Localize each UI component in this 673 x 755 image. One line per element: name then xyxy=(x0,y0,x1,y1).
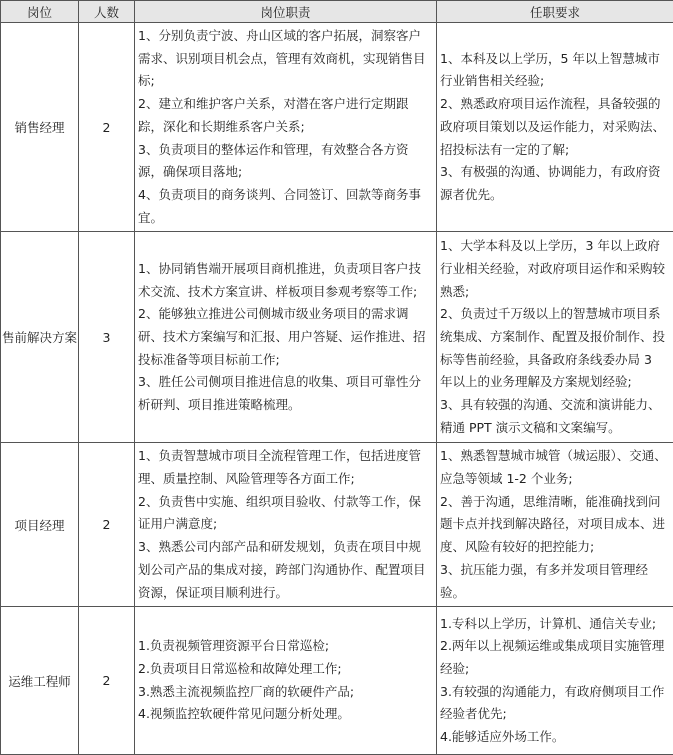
duty-item: 3、胜任公司侧项目推进信息的收集、项目可靠性分析研判、项目推进策略梳理。 xyxy=(138,371,431,416)
header-duties: 岗位职责 xyxy=(135,1,437,23)
count-cell: 2 xyxy=(79,607,135,755)
duty-item: 4、负责项目的商务谈判、合同签订、回款等商务事宜。 xyxy=(138,184,431,229)
duties-cell xyxy=(135,443,437,607)
table-row xyxy=(1,443,673,607)
requirement-item: 3、有极强的沟通、协调能力，有政府资源者优先。 xyxy=(440,161,668,206)
duty-item: 1、协同销售端开展项目商机推进，负责项目客户技术交流、技术方案宣讲、样板项目参观考察等工作; xyxy=(138,258,431,303)
duty-item: 4.视频监控软硬件常见问题分析处理。 xyxy=(138,703,431,726)
position-cell: 销售经理 xyxy=(1,23,79,232)
requirement-item: 3、抗压能力强，有多并发项目管理经验。 xyxy=(440,559,668,604)
requirement-item: 1.专科以上学历，计算机、通信关专业; xyxy=(440,613,668,636)
duty-item: 3、负责项目的整体运作和管理，有效整合各方资源，确保项目落地; xyxy=(138,139,431,184)
duties-cell xyxy=(135,607,437,755)
duty-item: 1、负责智慧城市项目全流程管理工作，包括进度管理、质量控制、风险管理等各方面工作; xyxy=(138,445,431,490)
header-requirements: 任职要求 xyxy=(437,1,673,23)
requirements-cell xyxy=(437,443,673,607)
duty-item: 3.熟悉主流视频监控厂商的软硬件产品; xyxy=(138,681,431,704)
requirement-item: 2、负责过千万级以上的智慧城市项目系统集成、方案制作、配置及报价制作、投标等售前经验，具备政府条线委办局 3 年以上的业务理解及方案规划经验; xyxy=(440,303,668,394)
header-position: 岗位 xyxy=(1,1,79,23)
duty-item: 1.负责视频管理资源平台日常巡检; xyxy=(138,635,431,658)
requirement-item: 1、熟悉智慧城市城管（城运服）、交通、应急等领域 1-2 个业务; xyxy=(440,445,668,490)
duties-cell xyxy=(135,23,437,232)
requirement-item: 3、具有较强的沟通、交流和演讲能力、精通 PPT 演示文稿和文案编写。 xyxy=(440,394,668,439)
requirement-item: 3.有较强的沟通能力，有政府侧项目工作经验者优先; xyxy=(440,681,668,726)
count-cell: 3 xyxy=(79,232,135,443)
position-cell: 售前解决方案 xyxy=(1,232,79,443)
duty-item: 2.负责项目日常巡检和故障处理工作; xyxy=(138,658,431,681)
header-row xyxy=(1,1,673,23)
duty-item: 1、分别负责宁波、舟山区域的客户拓展，洞察客户需求、识别项目机会点，管理有效商机，实现销售目标; xyxy=(138,25,431,93)
requirements-cell xyxy=(437,607,673,755)
table-row xyxy=(1,607,673,755)
requirement-item: 1、本科及以上学历，5 年以上智慧城市行业销售相关经验; xyxy=(440,48,668,93)
table-row xyxy=(1,232,673,443)
requirement-item: 2.两年以上视频运维或集成项目实施管理经验; xyxy=(440,635,668,680)
header-count: 人数 xyxy=(79,1,135,23)
requirements-cell xyxy=(437,23,673,232)
requirement-item: 2、熟悉政府项目运作流程，具备较强的政府项目策划以及运作能力，对采购法、招投标法有一定的了解; xyxy=(440,93,668,161)
table-row xyxy=(1,23,673,232)
duty-item: 2、负责售中实施、组织项目验收、付款等工作，保证用户满意度; xyxy=(138,491,431,536)
requirement-item: 1、大学本科及以上学历，3 年以上政府行业相关经验，对政府项目运作和采购较熟悉; xyxy=(440,235,668,303)
count-cell: 2 xyxy=(79,443,135,607)
duties-cell xyxy=(135,232,437,443)
position-cell: 项目经理 xyxy=(1,443,79,607)
position-cell: 运维工程师 xyxy=(1,607,79,755)
requirement-item: 4.能够适应外场工作。 xyxy=(440,726,668,749)
duty-item: 2、能够独立推进公司侧城市级业务项目的需求调研、技术方案编写和汇报、用户答疑、运作推进、招投标准备等项目标前工作; xyxy=(138,303,431,371)
requirement-item: 2、善于沟通，思维清晰，能准确找到问题卡点并找到解决路径，对项目成本、进度、风险有较好的把控能力; xyxy=(440,491,668,559)
duty-item: 3、熟悉公司内部产品和研发规划，负责在项目中规划公司产品的集成对接，跨部门沟通协作、配置项目资源，保证项目顺利进行。 xyxy=(138,536,431,604)
duty-item: 2、建立和维护客户关系，对潜在客户进行定期跟踪，深化和长期维系客户关系; xyxy=(138,93,431,138)
requirements-cell xyxy=(437,232,673,443)
count-cell: 2 xyxy=(79,23,135,232)
